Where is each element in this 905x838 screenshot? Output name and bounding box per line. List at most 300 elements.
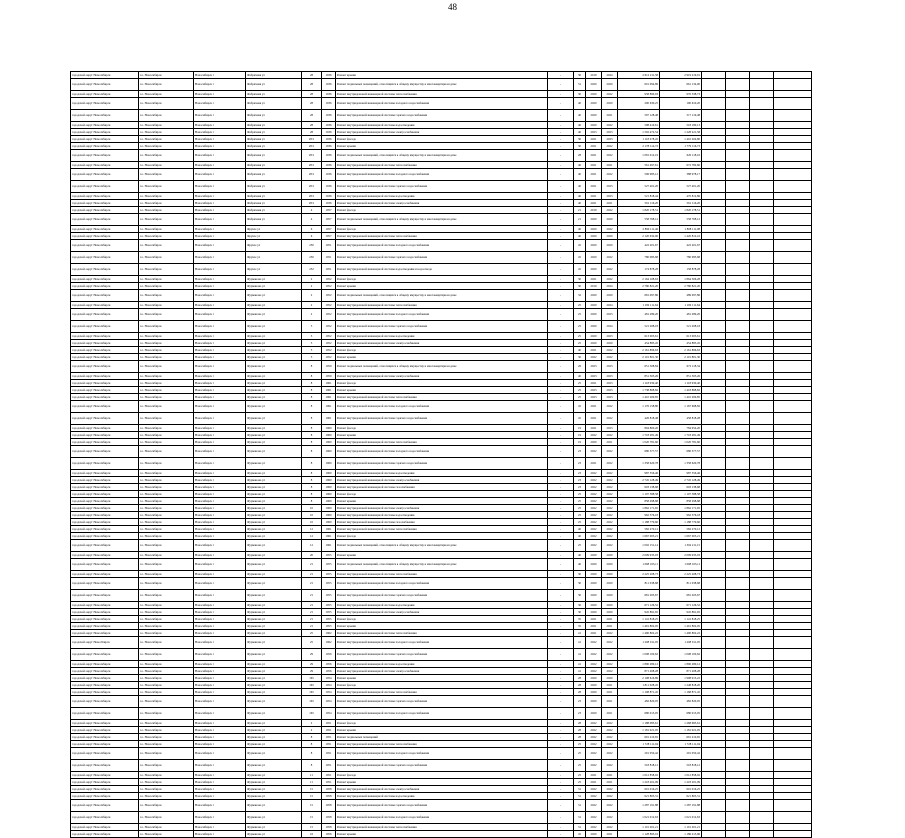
cell-empty [774,734,812,741]
cell-limit: 2 745 128,49 [660,477,702,484]
cell-street: Фурманова ул [246,413,302,425]
cell-street: Фурманова ул [246,552,302,559]
cell-empty [702,689,726,696]
cell-house: 2 [302,302,322,309]
cell-end: 2024 [602,283,618,290]
cell-street: Фурманова ул [246,276,302,283]
cell-share: 40 [574,559,586,571]
cell-limit: 1 820 178,51 [660,207,702,214]
cell-house: 21 [302,623,322,630]
cell-settlement: Новосибирск г [194,533,246,540]
cell-year: 1959 [322,373,336,380]
cell-street: Фабричная ул [246,98,302,110]
cell-share: 40 [574,110,586,122]
cell-cost: 422 201,67 [618,240,660,252]
cell-share: 30 [574,72,586,79]
cell-sep: - [548,387,574,394]
cell-empty [726,609,750,616]
cell-year: 1952 [322,340,336,347]
cell-cost: 621 805,31 [618,793,660,800]
cell-city: г.о. Новосибирск [139,79,194,91]
cell-end: 2023 [602,181,618,193]
cell-district: городской округ Новосибирск [71,519,139,526]
cell-year: 1936 [322,91,336,98]
cell-district: городской округ Новосибирск [71,283,139,290]
cell-limit: 458 818,28 [660,413,702,425]
cell-empty [702,150,726,162]
cell-house: 165 [302,675,322,682]
cell-empty [726,143,750,150]
cell-empty [702,380,726,387]
cell-street: Фурманова ул [246,760,302,772]
cell-house: 29 [302,661,322,668]
cell-year: 1951 [322,748,336,760]
cell-limit: 851 303,26 [660,373,702,380]
cell-sep: - [548,425,574,432]
cell-empty [702,354,726,361]
cell-empty [774,432,812,439]
cell-empty [774,540,812,552]
cell-empty [702,824,726,831]
cell-work: Ремонт фасада [336,772,548,779]
cell-empty [774,682,812,689]
cell-end: 2022 [602,512,618,519]
cell-district: городской округ Новосибирск [71,491,139,498]
cell-empty [774,91,812,98]
cell-end: 2020 [602,552,618,559]
cell-empty [726,824,750,831]
cell-start: 2020 [586,333,602,340]
cell-empty [750,309,774,321]
cell-empty [702,226,726,233]
cell-street: Фабричная ул [246,136,302,143]
cell-empty [726,590,750,602]
cell-limit: 970 338,73 [660,91,702,98]
cell-start: 2022 [586,793,602,800]
cell-empty [750,458,774,470]
cell-city: г.о. Новосибирск [139,470,194,477]
cell-start: 2020 [586,571,602,578]
cell-city: г.о. Новосибирск [139,526,194,533]
cell-end: 2022 [602,413,618,425]
cell-sep: - [548,748,574,760]
cell-empty [702,491,726,498]
cell-end: 2021 [602,831,618,838]
cell-empty [726,559,750,571]
cell-city: г.о. Новосибирск [139,779,194,786]
cell-limit: 1 890 280,12 [660,661,702,668]
cell-sep: - [548,800,574,812]
cell-empty [726,98,750,110]
cell-limit: 1 420 812,16 [660,233,702,240]
cell-end: 2022 [602,150,618,162]
cell-sep: - [548,623,574,630]
cell-limit: 454 885,45 [660,340,702,347]
cell-end: 2022 [602,498,618,505]
cell-empty [774,143,812,150]
cell-start: 2021 [586,425,602,432]
cell-sep: - [548,812,574,824]
cell-empty [702,630,726,637]
cell-start: 2022 [586,477,602,484]
cell-city: г.о. Новосибирск [139,150,194,162]
cell-settlement: Новосибирск г [194,616,246,623]
cell-work: Ремонт внутридомовой инженерной системы горячего водоснабжения [336,110,548,122]
cell-street: Фурманова ул [246,571,302,578]
cell-start: 2020 [586,290,602,302]
cell-district: городской округ Новосибирск [71,181,139,193]
table-row [71,800,812,812]
cell-city: г.о. Новосибирск [139,748,194,760]
cell-empty [750,214,774,226]
cell-cost: 454 885,45 [618,340,660,347]
cell-work: Ремонт подвальных помещений, относящихся к общему имуществу в многоквартирном доме [336,79,548,91]
cell-year: 1955 [322,571,336,578]
cell-street: Фабричная ул [246,150,302,162]
cell-sep: - [548,616,574,623]
cell-sep: - [548,214,574,226]
cell-empty [774,800,812,812]
cell-street: Фурманова ул [246,446,302,458]
cell-empty [774,637,812,649]
cell-settlement: Новосибирск г [194,477,246,484]
cell-limit: 671 126,52 [660,602,702,609]
cell-empty [726,91,750,98]
cell-start: 2021 [586,136,602,143]
cell-sep: - [548,831,574,838]
cell-share: 25 [574,741,586,748]
cell-district: городской округ Новосибирск [71,302,139,309]
cell-sep: - [548,333,574,340]
cell-street: Фурманова ул [246,786,302,793]
cell-cost: 603 138,68 [618,484,660,491]
cell-empty [726,110,750,122]
cell-cost: 1 002 151,14 [618,540,660,552]
cell-start: 2023 [586,373,602,380]
cell-empty [726,233,750,240]
cell-house: 11 [302,772,322,779]
cell-year: 1960 [322,425,336,432]
cell-street: Фурманова ул [246,630,302,637]
cell-end: 2021 [602,623,618,630]
cell-empty [774,812,812,824]
cell-year: 1955 [322,552,336,559]
cell-year: 1954 [322,675,336,682]
cell-empty [750,668,774,675]
cell-start: 2021 [586,169,602,181]
cell-city: г.о. Новосибирск [139,394,194,401]
cell-sep: - [548,590,574,602]
cell-city: г.о. Новосибирск [139,264,194,276]
table-row [71,748,812,760]
cell-street: Фурманова ул [246,779,302,786]
cell-district: городской округ Новосибирск [71,91,139,98]
cell-limit: 1 228 221,58 [660,129,702,136]
cell-empty [702,661,726,668]
cell-empty [702,394,726,401]
cell-district: городской округ Новосибирск [71,772,139,779]
cell-empty [726,276,750,283]
cell-cost: 671 126,52 [618,602,660,609]
cell-street: Фурманова ул [246,668,302,675]
cell-cost: 651 308,84 [618,361,660,373]
cell-year: 1952 [322,354,336,361]
cell-house: 28 [302,98,322,110]
cell-district: городской округ Новосибирск [71,498,139,505]
cell-start: 2022 [586,760,602,772]
cell-empty [774,477,812,484]
cell-district: городской округ Новосибирск [71,484,139,491]
cell-end: 2021 [602,200,618,207]
cell-work: Ремонт подвальных помещений, относящихся к общему имуществу в многоквартирном доме [336,361,548,373]
cell-start: 2020 [586,226,602,233]
cell-limit: 603 138,68 [660,484,702,491]
cell-empty [774,760,812,772]
cell-empty [774,708,812,720]
cell-empty [774,129,812,136]
cell-year: 1952 [322,283,336,290]
cell-cost: 482 820,05 [618,696,660,708]
cell-settlement: Новосибирск г [194,79,246,91]
cell-city: г.о. Новосибирск [139,214,194,226]
cell-limit: 601 016,25 [660,786,702,793]
cell-district: городской округ Новосибирск [71,734,139,741]
cell-start: 2022 [586,720,602,727]
cell-empty [702,110,726,122]
cell-house: 21 [302,609,322,616]
cell-start: 2020 [586,240,602,252]
cell-end: 2022 [602,252,618,264]
cell-district: городской округ Новосибирск [71,590,139,602]
cell-city: г.о. Новосибирск [139,321,194,333]
cell-limit: 2 009 933,03 [660,552,702,559]
cell-share: 25 [574,333,586,340]
cell-start: 2021 [586,347,602,354]
table-row [71,602,812,609]
cell-empty [726,380,750,387]
cell-district: городской округ Новосибирск [71,540,139,552]
cell-share: 23 [574,458,586,470]
cell-empty [774,413,812,425]
cell-share: 45 [574,252,586,264]
cell-limit: 2 101 801,30 [660,354,702,361]
cell-year: 1951 [322,779,336,786]
cell-city: г.о. Новосибирск [139,519,194,526]
cell-empty [750,233,774,240]
cell-cost: 858 298,68 [618,498,660,505]
cell-limit: 1 410 209,85 [660,394,702,401]
cell-start: 2022 [586,519,602,526]
cell-start: 2021 [586,276,602,283]
cell-year: 1960 [322,446,336,458]
table-row [71,283,812,290]
cell-city: г.о. Новосибирск [139,498,194,505]
cell-empty [702,283,726,290]
cell-empty [726,505,750,512]
cell-year: 1961 [322,387,336,394]
cell-district: городской округ Новосибирск [71,143,139,150]
cell-city: г.о. Новосибирск [139,727,194,734]
cell-sep: - [548,470,574,477]
cell-limit: 620 118,16 [660,150,702,162]
cell-house: 8 [302,361,322,373]
cell-empty [774,240,812,252]
cell-city: г.о. Новосибирск [139,831,194,838]
cell-end: 2021 [602,682,618,689]
cell-empty [726,79,750,91]
cell-cost: 521 818,44 [618,193,660,200]
cell-street: Фурманова ул [246,498,302,505]
cell-house: 2 [302,309,322,321]
cell-empty [702,616,726,623]
cell-end: 2022 [602,800,618,812]
cell-cost: 598 410,61 [618,122,660,129]
cell-city: г.о. Новосибирск [139,458,194,470]
cell-street: Фрунзе ул [246,252,302,264]
cell-settlement: Новосибирск г [194,824,246,831]
cell-house: 21 [302,559,322,571]
cell-cost: 2 745 128,49 [618,477,660,484]
cell-share: 30 [574,571,586,578]
cell-empty [774,122,812,129]
cell-end: 2022 [602,477,618,484]
cell-share: 31 [574,786,586,793]
cell-end: 2021 [602,696,618,708]
cell-empty [750,498,774,505]
cell-city: г.о. Новосибирск [139,122,194,129]
cell-city: г.о. Новосибирск [139,602,194,609]
cell-house: 4 [302,214,322,226]
cell-empty [702,505,726,512]
cell-end: 2020 [602,340,618,347]
cell-sep: - [548,122,574,129]
cell-cost: 2 101 801,30 [618,354,660,361]
cell-limit: 582 270,12 [660,526,702,533]
cell-start: 2022 [586,748,602,760]
cell-empty [726,387,750,394]
cell-district: городской округ Новосибирск [71,413,139,425]
cell-district: городской округ Новосибирск [71,380,139,387]
cell-sep: - [548,477,574,484]
cell-end: 2021 [602,110,618,122]
cell-year: 1936 [322,181,336,193]
cell-start: 2020 [586,689,602,696]
cell-city: г.о. Новосибирск [139,91,194,98]
cell-end: 2022 [602,748,618,760]
table-row [71,181,812,193]
cell-end: 2022 [602,760,618,772]
table-row [71,401,812,413]
cell-street: Фурманова ул [246,661,302,668]
cell-empty [702,340,726,347]
cell-empty [702,321,726,333]
cell-house: 165 [302,696,322,708]
cell-share: 45 [574,401,586,413]
cell-street: Фурманова ул [246,609,302,616]
cell-sep: - [548,283,574,290]
cell-house: 8 [302,413,322,425]
table-row [71,122,812,129]
cell-settlement: Новосибирск г [194,136,246,143]
table-row [71,240,812,252]
cell-empty [774,252,812,264]
cell-district: городской округ Новосибирск [71,150,139,162]
cell-settlement: Новосибирск г [194,552,246,559]
cell-limit: 2 780 821,20 [660,283,702,290]
cell-cost: 1 008 100,62 [618,649,660,661]
cell-empty [726,425,750,432]
cell-city: г.о. Новосибирск [139,425,194,432]
cell-limit: 489 097,86 [660,290,702,302]
cell-settlement: Новосибирск г [194,264,246,276]
cell-sep: - [548,302,574,309]
cell-share: 41 [574,630,586,637]
cell-limit: 672 782,60 [660,162,702,169]
cell-settlement: Новосибирск г [194,559,246,571]
cell-settlement: Новосибирск г [194,609,246,616]
cell-empty [702,519,726,526]
cell-district: городской округ Новосибирск [71,136,139,143]
cell-district: городской округ Новосибирск [71,760,139,772]
cell-start: 2022 [586,533,602,540]
cell-city: г.о. Новосибирск [139,559,194,571]
cell-district: городской округ Новосibирск [71,637,139,649]
cell-empty [750,252,774,264]
cell-empty [774,630,812,637]
cell-limit: 1 667 003,21 [660,533,702,540]
cell-sep: - [548,578,574,590]
cell-empty [726,793,750,800]
cell-share: 40 [574,233,586,240]
cell-empty [726,779,750,786]
cell-share: 28 [574,675,586,682]
cell-limit: 1 181 021,05 [660,727,702,734]
cell-empty [774,150,812,162]
cell-city: г.о. Новосибирск [139,793,194,800]
cell-house: 8 [302,432,322,439]
cell-empty [750,824,774,831]
cell-work: Ремонт внутридомовой инженерной системы электроснабжения [336,505,548,512]
cell-year: 1936 [322,150,336,162]
cell-house: 10 [302,512,322,519]
cell-empty [726,696,750,708]
cell-sep: - [548,401,574,413]
cell-limit: 558 768,12 [660,214,702,226]
cell-year: 1951 [322,720,336,727]
cell-end: 2022 [602,276,618,283]
cell-settlement: Новосибирск г [194,122,246,129]
cell-start: 2020 [586,708,602,720]
cell-house: 21 [302,590,322,602]
cell-year: 1958 [322,800,336,812]
cell-end: 2023 [602,361,618,373]
table-row [71,309,812,321]
cell-empty [750,340,774,347]
cell-cost: 2 120 632,90 [618,233,660,240]
cell-cost: 1 718 281,49 [618,432,660,439]
cell-empty [750,302,774,309]
cell-empty [726,498,750,505]
cell-district: городской округ Новосибирск [71,661,139,668]
cell-year: 1951 [322,734,336,741]
cell-empty [726,413,750,425]
cell-empty [702,578,726,590]
cell-district: городской округ Новосибирск [71,162,139,169]
cell-settlement: Новосибирск г [194,630,246,637]
cell-house: 28/1 [302,169,322,181]
cell-street: Фурманова ул [246,283,302,290]
cell-cost: 291 050,42 [618,748,660,760]
